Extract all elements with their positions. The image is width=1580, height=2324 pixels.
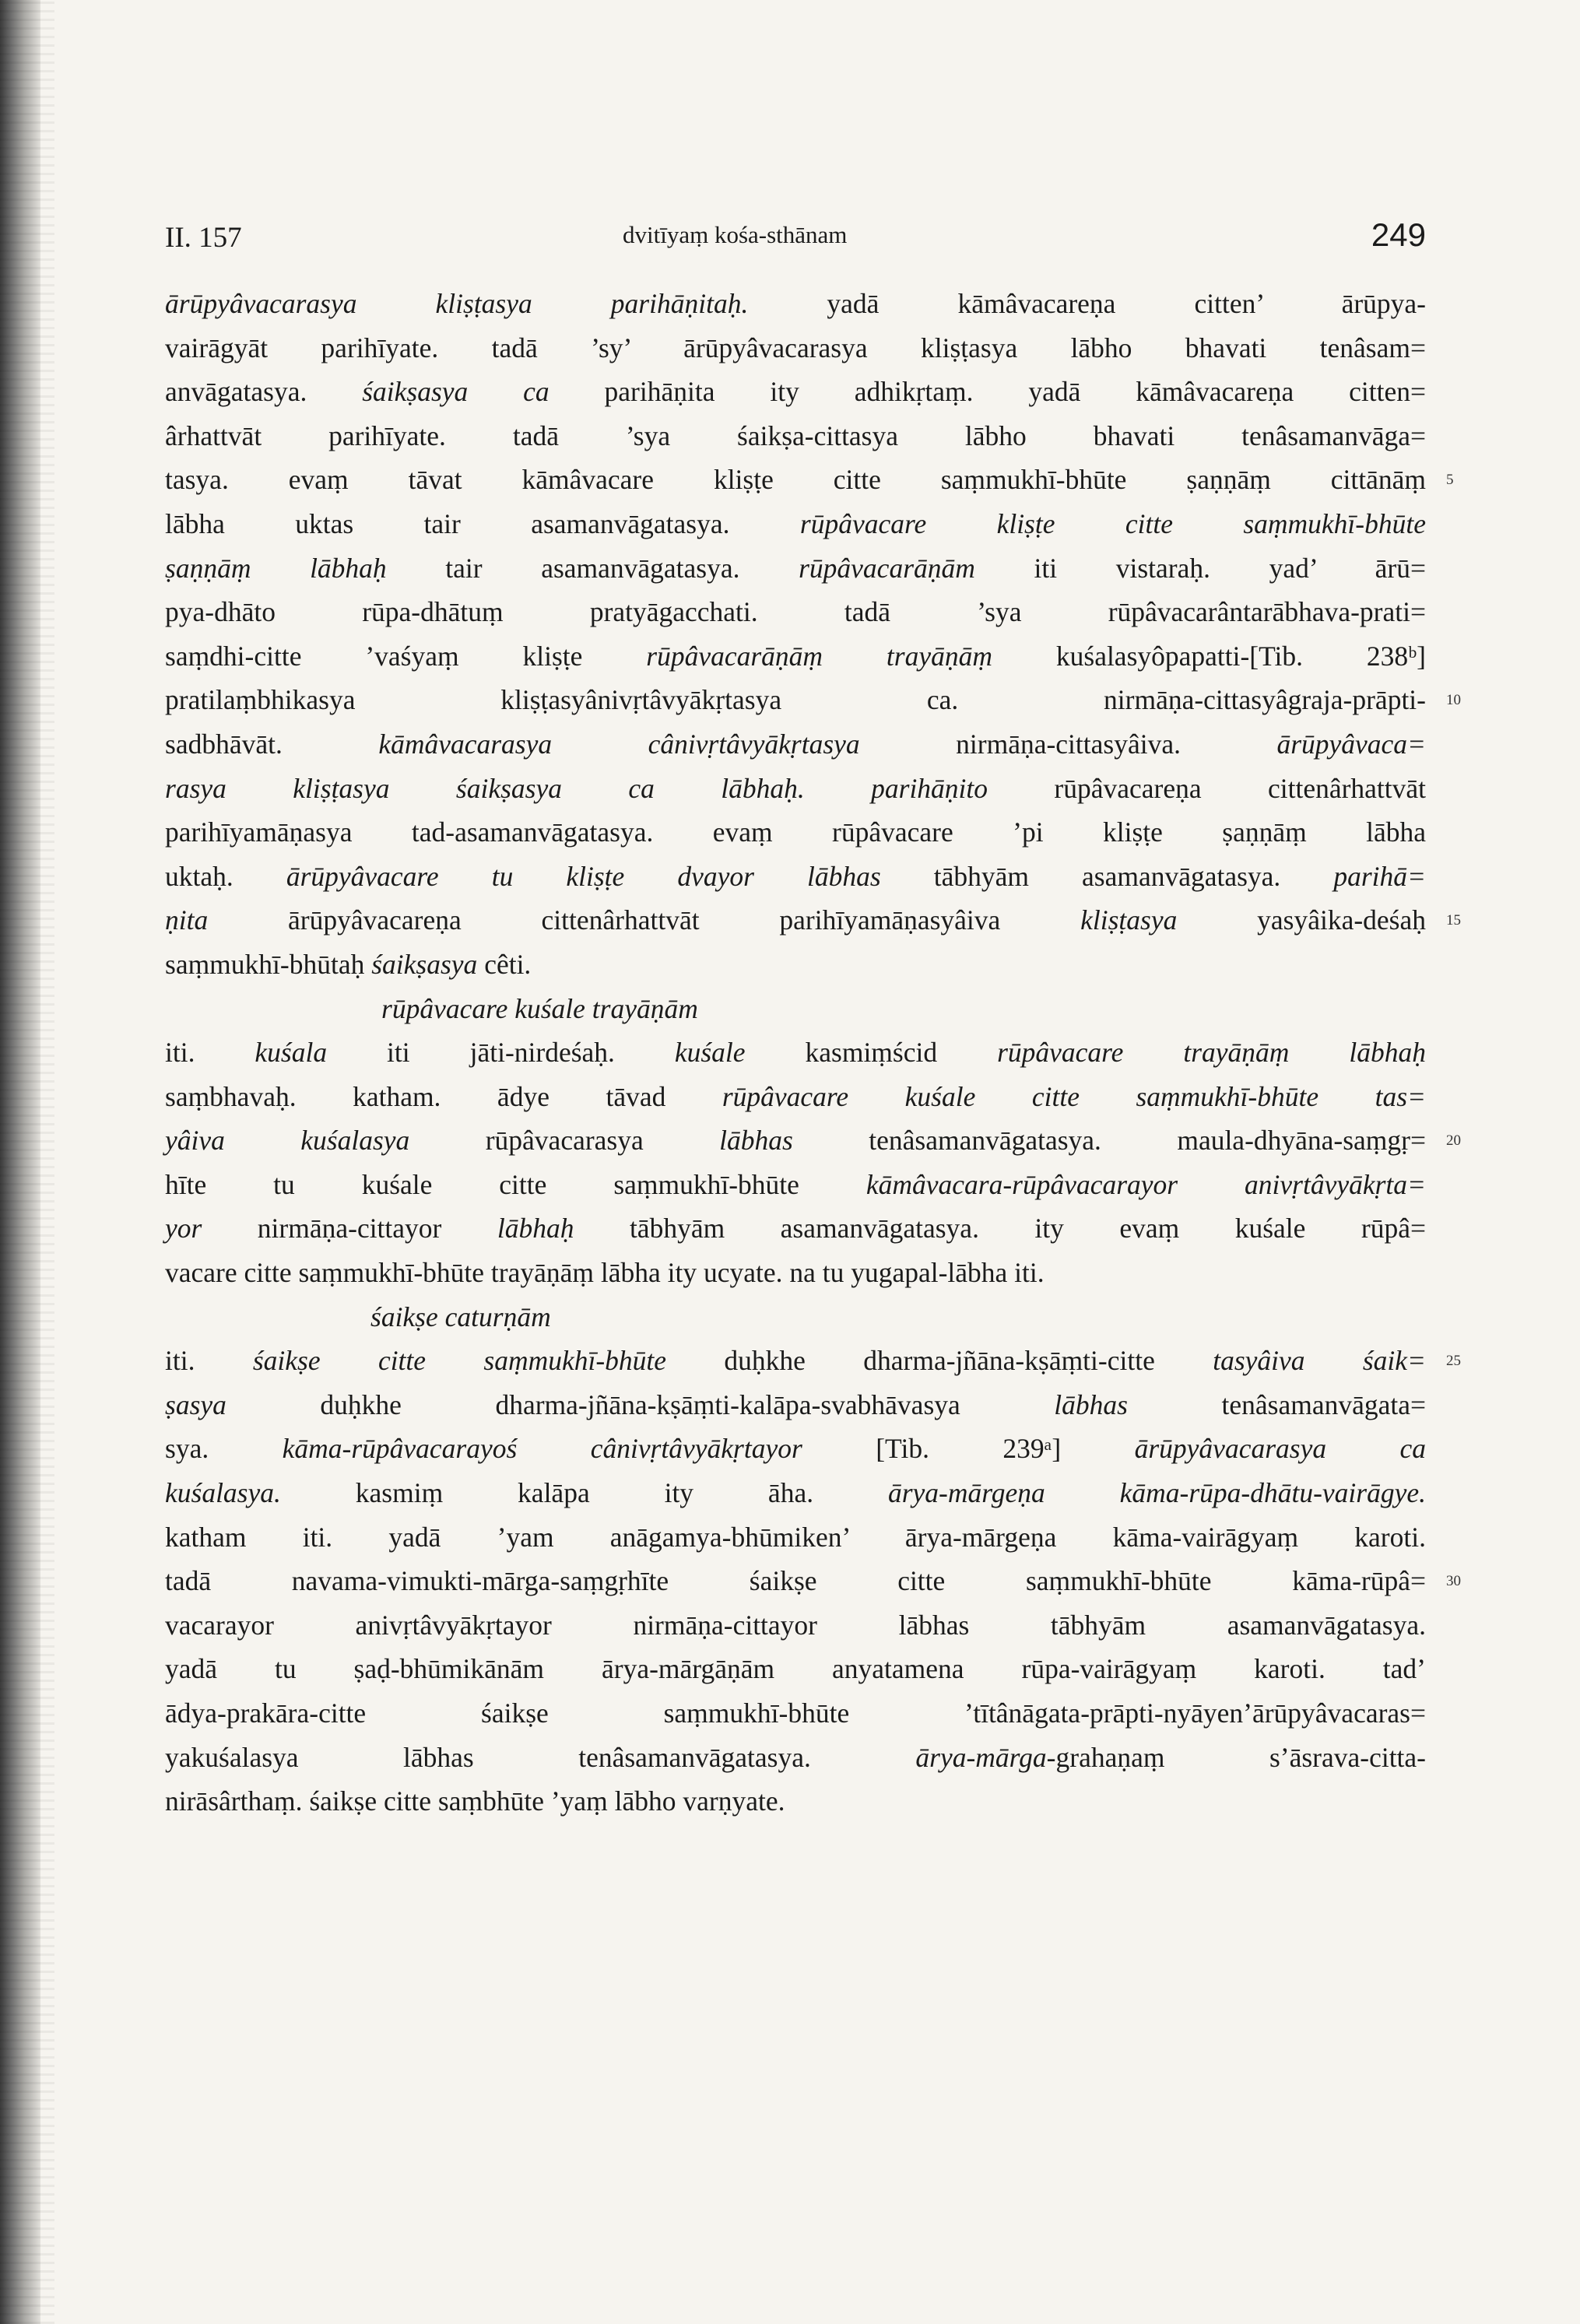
main-text-block [165, 282, 1426, 1824]
text-line [165, 1515, 1426, 1560]
text-segment: vairāgyāt parihīyate. tadā ’sy’ ārūpyâvacarasya kliṣṭasya lābho bhavati tenâsam= [165, 332, 1426, 363]
text-line [165, 943, 1426, 987]
italic-segment: kuśale [674, 1037, 746, 1069]
text-segment: vacarayor anivṛtâvyākṛtayor nirmāṇa-cittayor lābhas tābhyām asamanvāgatasya. [165, 1609, 1426, 1641]
text-segment: sya. [165, 1433, 283, 1465]
text-segment: tenâsamanvāgatasya. maula-dhyāna-saṃgṛ= [792, 1125, 1427, 1157]
text-segment: iti jāti-nirdeśaḥ. [327, 1037, 675, 1069]
italic-segment: śaikṣasya [371, 948, 478, 980]
text-segment: katham iti. yadā ’yam anāgamya-bhūmiken’ ārya-mārgeṇa kāma-vairāgyaṃ karoti. [165, 1521, 1426, 1553]
text-segment: kasmiṃ kalāpa ity āha. [280, 1477, 888, 1509]
text-segment: tadā navama-vimukti-mārga-saṃgṛhīte śaikṣe citte saṃmukhī-bhūte kāma-rūpâ= [165, 1565, 1426, 1597]
italic-segment: kliṣṭasya [1080, 904, 1178, 936]
text-segment: nirmāṇa-cittasyâiva. [859, 728, 1277, 760]
italic-segment: yâiva kuśalasya [165, 1125, 410, 1157]
italic-segment: kuśalasya. [165, 1477, 281, 1509]
italic-segment: ārūpyâvaca= [1276, 728, 1426, 760]
margin-line-number: 15 [1446, 912, 1461, 929]
book-spine-texture [0, 0, 54, 2324]
text-segment: tābhyām asamanvāgatasya. ity evaṃ kuśale rūpâ= [574, 1213, 1426, 1244]
italic-segment: lābhaḥ [497, 1213, 574, 1244]
italic-segment: ārūpyâvacarasya ca [1134, 1433, 1427, 1465]
text-line [165, 678, 1426, 722]
text-segment: rūpâvacarasya [409, 1125, 720, 1157]
text-line [165, 1427, 1426, 1471]
italic-segment: ārūpyâvacarasya kliṣṭasya parihāṇitaḥ. [165, 288, 749, 319]
text-segment: tair asamanvāgatasya. [386, 552, 799, 584]
text-line [165, 1691, 1426, 1736]
italic-segment: śaikṣasya ca [362, 376, 549, 408]
margin-line-number: 30 [1446, 1573, 1461, 1590]
margin-line-number: 20 [1446, 1132, 1461, 1150]
margin-line-number: 5 [1446, 472, 1454, 489]
text-line [165, 326, 1426, 370]
italic-segment: ṣasya [165, 1388, 226, 1420]
text-segment: saṃbhavaḥ. katham. ādye tāvad [165, 1080, 722, 1112]
text-line [165, 502, 1426, 546]
italic-segment: yor [165, 1213, 202, 1244]
text-segment: duḥkhe dharma-jñāna-kṣāṃti-citte [666, 1345, 1213, 1377]
section-reference: II. 157 [165, 222, 242, 254]
text-segment: saṃmukhī-bhūtaḥ [165, 948, 372, 980]
italic-segment: kuśala [255, 1037, 328, 1069]
text-segment: saṃdhi-citte ’vaśyaṃ kliṣṭe [165, 640, 647, 672]
text-segment: iti. [165, 1037, 255, 1069]
italic-segment: parihā= [1333, 860, 1426, 892]
text-line [165, 1030, 1426, 1075]
text-line [165, 458, 1426, 502]
text-segment: tenâsamanvāgata= [1127, 1388, 1426, 1420]
italic-segment: lābhas [1054, 1388, 1128, 1420]
page-number: 249 [1371, 216, 1426, 253]
italic-segment: lābhas [719, 1125, 793, 1157]
text-line [165, 1603, 1426, 1648]
italic-segment: rūpâvacare kuśale citte saṃmukhī-bhūte tas= [722, 1080, 1426, 1112]
text-line [165, 590, 1426, 634]
text-segment: tābhyām asamanvāgatasya. [880, 860, 1334, 892]
italic-segment: ṇita [165, 904, 209, 936]
page-header [165, 216, 1426, 263]
italic-segment: ṣaṇṇāṃ lābhaḥ [165, 552, 387, 584]
text-line [165, 1647, 1426, 1691]
text-line [165, 634, 1426, 679]
italic-segment: ārūpyâvacare tu kliṣṭe dvayor lābhas [286, 860, 881, 892]
text-line [165, 722, 1426, 767]
italic-segment: parihāṇito [871, 772, 988, 804]
text-segment: cêti. [477, 948, 532, 980]
text-segment: ādya-prakāra-citte śaikṣe saṃmukhī-bhūte ’tītânāgata-prāpti-nyāyen’ārūpyâvacaras= [165, 1697, 1426, 1729]
italic-segment: śaikṣe caturṇām [370, 1301, 551, 1332]
text-segment: ârhattvāt parihīyate. tadā ’sya śaikṣa-cittasya lābho bhavati tenâsamanvāga= [165, 420, 1426, 451]
margin-line-number: 25 [1446, 1353, 1461, 1370]
italic-segment: rūpâvacare trayāṇāṃ lābhaḥ [997, 1037, 1426, 1069]
text-segment: -grahaṇaṃ s’āsrava-citta- [1046, 1741, 1426, 1773]
italic-segment: kāma-rūpâvacarayoś cânivṛtâvyākṛtayor [282, 1433, 802, 1465]
text-line [165, 898, 1426, 943]
text-segment: ārūpyâvacareṇa cittenârhattvāt parihīyamāṇasyâiva [208, 904, 1081, 936]
text-segment: nirmāṇa-cittayor [202, 1213, 497, 1244]
italic-segment: rūpâvacare kliṣṭe citte saṃmukhī-bhūte [799, 507, 1426, 539]
text-line [165, 855, 1426, 899]
text-segment: vacare citte saṃmukhī-bhūte trayāṇāṃ lābha ity ucyate. na tu yugapal-lābha iti. [165, 1257, 1045, 1289]
text-line [165, 546, 1426, 591]
text-line [165, 370, 1426, 414]
text-line [165, 810, 1426, 855]
italic-segment: ārya-mārgeṇa kāma-rūpa-dhātu-vairāgye. [887, 1477, 1426, 1509]
text-line [165, 1075, 1426, 1119]
text-line [165, 1339, 1426, 1383]
text-line [165, 282, 1426, 326]
verse-line [165, 987, 1426, 1031]
verse-line [165, 1295, 1426, 1339]
running-title: dvitīyaṃ kośa-sthānam [623, 221, 848, 248]
italic-segment: śaikṣe citte saṃmukhī-bhūte [252, 1345, 667, 1377]
text-segment: sadbhāvāt. [165, 728, 379, 760]
text-line [165, 1251, 1426, 1295]
text-line [165, 1118, 1426, 1163]
italic-segment: rasya kliṣṭasya śaikṣasya ca lābhaḥ. [165, 772, 805, 804]
text-segment: lābha uktas tair asamanvāgatasya. [165, 507, 800, 539]
text-line [165, 414, 1426, 458]
text-segment: [Tib. 239ᵃ] [802, 1433, 1135, 1465]
italic-segment: rūpâvacarāṇāṃ trayāṇāṃ [646, 640, 992, 672]
text-segment [805, 773, 871, 804]
text-segment: hīte tu kuśale citte saṃmukhī-bhūte [165, 1168, 866, 1200]
text-segment: yasyâika-deśaḥ [1177, 904, 1426, 936]
text-segment: duḥkhe dharma-jñāna-kṣāṃti-kalāpa-svabhāvasya [226, 1388, 1055, 1420]
text-segment: iti. [165, 1345, 253, 1377]
text-line [165, 767, 1426, 811]
text-segment: rūpâvacareṇa cittenârhattvāt [988, 772, 1427, 804]
italic-segment: ārya-mārga [915, 1741, 1047, 1773]
text-segment: yadā tu ṣaḍ-bhūmikānām ārya-mārgāṇām anyatamena rūpa-vairāgyaṃ karoti. tad’ [165, 1653, 1426, 1685]
text-line [165, 1383, 1426, 1427]
italic-segment: kāmâvacara-rūpâvacarayor anivṛtâvyākṛta= [865, 1168, 1426, 1200]
text-line [165, 1471, 1426, 1515]
text-segment: iti vistaraḥ. yad’ ārū= [974, 552, 1426, 584]
italic-segment: tasyâiva śaik= [1213, 1345, 1427, 1377]
italic-segment: rūpâvacare kuśale trayāṇām [381, 992, 698, 1024]
text-line [165, 1206, 1426, 1251]
text-line [165, 1163, 1426, 1207]
text-segment: yakuśalasya lābhas tenâsamanvāgatasya. [165, 1741, 916, 1773]
text-segment: yadā kāmâvacareṇa citten’ ārūpya- [748, 288, 1426, 319]
text-segment: parihāṇita ity adhikṛtaṃ. yadā kāmâvacareṇa citten= [549, 376, 1426, 408]
text-segment: tasya. evaṃ tāvat kāmâvacare kliṣṭe citte saṃmukhī-bhūte ṣaṇṇāṃ cittānāṃ [165, 464, 1426, 496]
text-line [165, 1779, 1426, 1824]
text-segment: nirāsârthaṃ. śaikṣe citte saṃbhūte ’yaṃ lābho varṇyate. [165, 1785, 785, 1817]
text-line [165, 1736, 1426, 1780]
text-segment: uktaḥ. [165, 860, 286, 892]
italic-segment: kāmâvacarasya cânivṛtâvyākṛtasya [378, 728, 860, 760]
italic-segment: rūpâvacarāṇām [799, 552, 975, 584]
text-segment: kasmiṃścid [745, 1037, 998, 1069]
text-segment: anvāgatasya. [165, 376, 363, 408]
text-segment: parihīyamāṇasya tad-asamanvāgatasya. evaṃ rūpâvacare ’pi kliṣṭe ṣaṇṇāṃ lābha [165, 816, 1426, 848]
text-line [165, 1559, 1426, 1603]
text-segment: pya-dhāto rūpa-dhātuṃ pratyāgacchati. tadā ’sya rūpâvacarântarābhava-prati= [165, 596, 1426, 628]
margin-line-number: 10 [1446, 692, 1461, 709]
text-segment: pratilaṃbhikasya kliṣṭasyânivṛtâvyākṛtasya ca. nirmāṇa-cittasyâgraja-prāpti- [165, 684, 1426, 716]
text-segment: kuśalasyôpapatti-[Tib. 238ᵇ] [992, 640, 1426, 672]
